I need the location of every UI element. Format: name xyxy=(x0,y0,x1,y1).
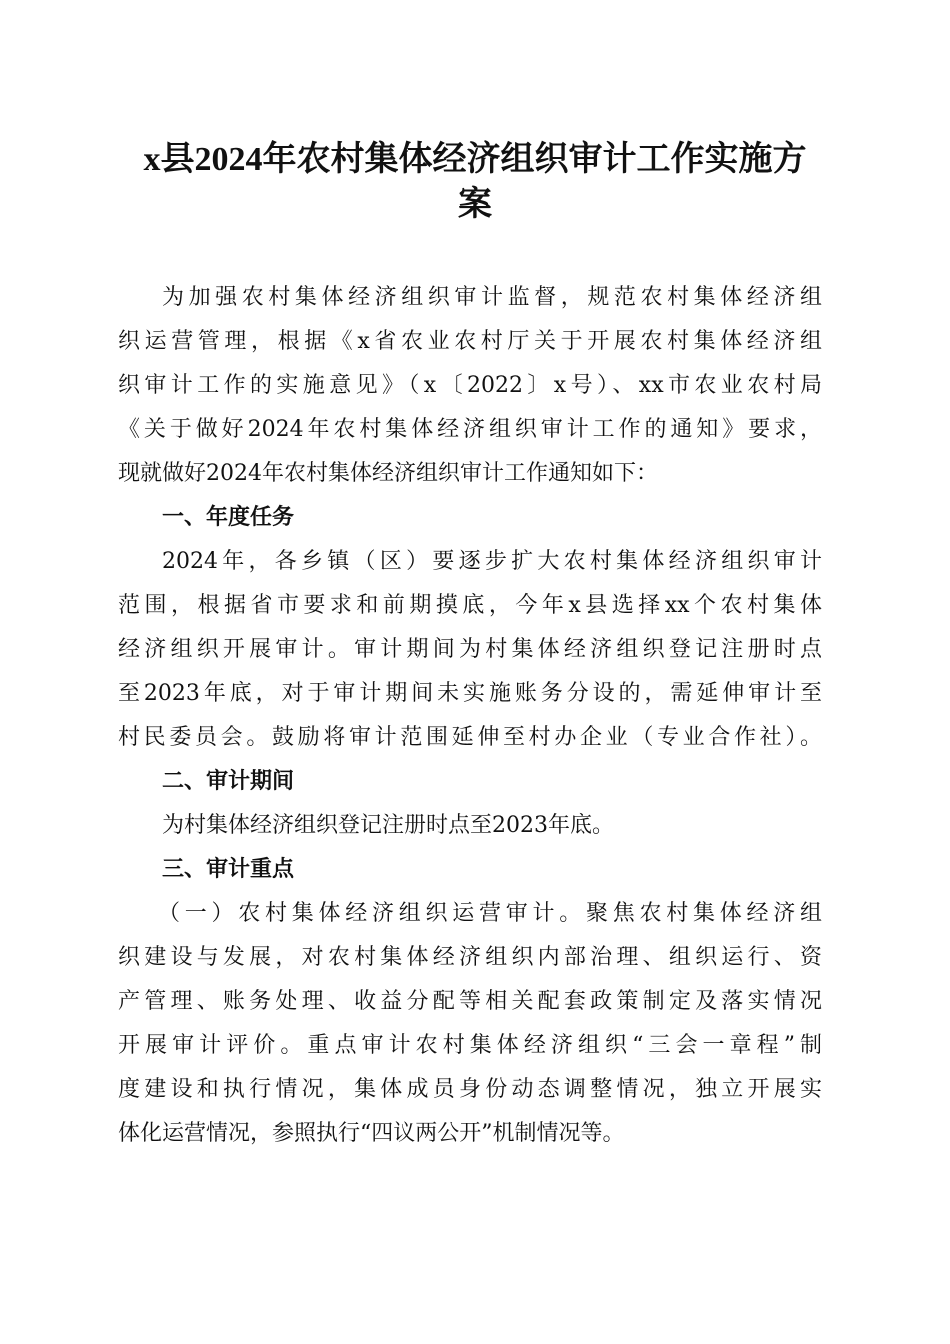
title-line: 案 xyxy=(458,186,492,223)
period-paragraph: 为村集体经济组织登记注册时点至2023年底。 xyxy=(162,813,614,838)
text-line: 为加强农村集体经济组织审计监督，规范农村集体经济组 xyxy=(162,285,822,310)
text-line: 现就做好2024年农村集体经济组织审计工作通知如下： xyxy=(118,461,658,486)
text-line: 织运营管理，根据《x省农业农村厅关于开展农村集体经济组 xyxy=(118,329,822,354)
text-line: 2024年，各乡镇（区）要逐步扩大农村集体经济组织审计 xyxy=(162,549,822,574)
section-heading-audit-focus: 三、审计重点 xyxy=(162,857,295,882)
document-body xyxy=(118,276,822,1156)
text-line: 产管理、账务处理、收益分配等相关配套政策制定及落实情况 xyxy=(118,989,822,1014)
text-line: 开展审计评价。重点审计农村集体经济组织“三会一章程”制 xyxy=(118,1033,822,1058)
text-line: 织建设与发展，对农村集体经济组织内部治理、组织运行、资 xyxy=(118,945,822,970)
text-line: 村民委员会。鼓励将审计范围延伸至村办企业（专业合作社）。 xyxy=(118,725,822,750)
text-line: 度建设和执行情况，集体成员身份动态调整情况，独立开展实 xyxy=(118,1077,822,1102)
focus-paragraph xyxy=(118,892,822,1156)
tasks-paragraph xyxy=(118,540,822,760)
text-line: 织审计工作的实施意见》（x〔2022〕x号）、xx市农业农村局 xyxy=(118,373,822,398)
intro-paragraph xyxy=(118,276,822,496)
title-line: x县2024年农村集体经济组织审计工作实施方 xyxy=(143,141,807,178)
section-heading-audit-period: 二、审计期间 xyxy=(162,769,295,794)
text-line: 体化运营情况，参照执行“四议两公开”机制情况等。 xyxy=(118,1121,625,1146)
section-heading-annual-tasks: 一、年度任务 xyxy=(162,505,295,530)
text-line: （一）农村集体经济组织运营审计。聚焦农村集体经济组 xyxy=(158,901,822,926)
document-title xyxy=(110,137,840,227)
text-line: 范围，根据省市要求和前期摸底，今年x县选择xx个农村集体 xyxy=(118,593,822,618)
text-line: 经济组织开展审计。审计期间为村集体经济组织登记注册时点 xyxy=(118,637,822,662)
text-line: 至2023年底，对于审计期间未实施账务分设的，需延伸审计至 xyxy=(118,681,822,706)
text-line: 《关于做好2024年农村集体经济组织审计工作的通知》要求， xyxy=(118,417,822,442)
